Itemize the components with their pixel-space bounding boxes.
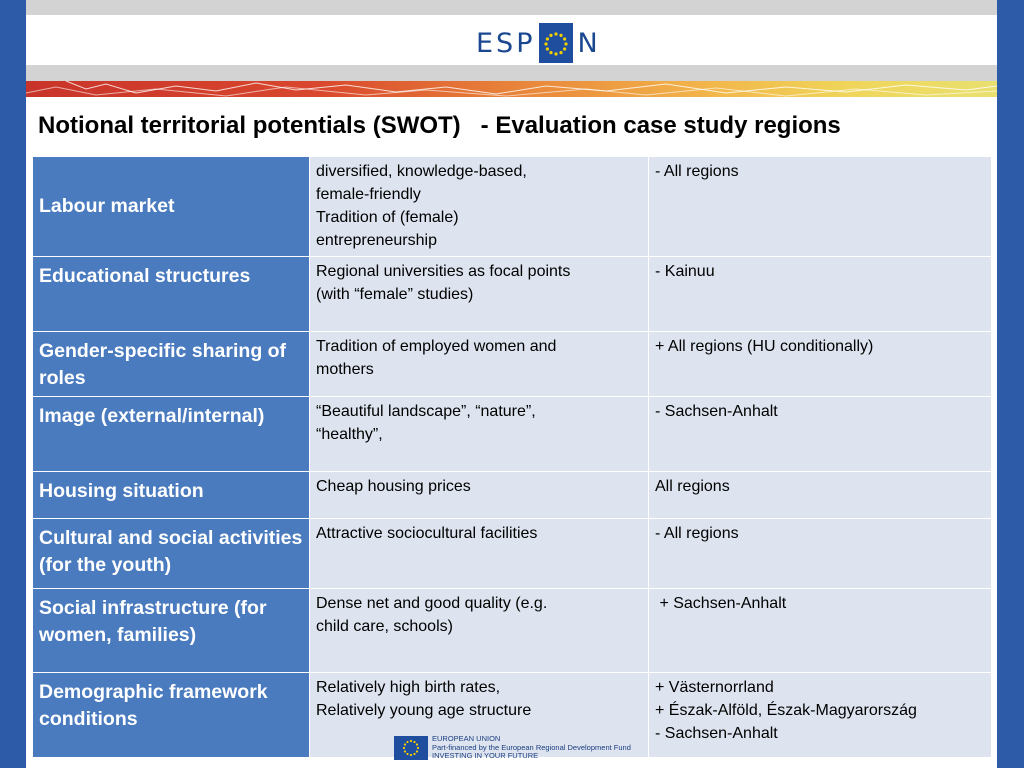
right-side-bar	[997, 0, 1024, 768]
category-cell: Gender-specific sharing of roles	[33, 332, 310, 397]
left-side-bar	[0, 0, 26, 768]
category-cell: Labour market	[33, 157, 310, 257]
potential-line: “Beautiful landscape”, “nature”,	[316, 403, 536, 420]
category-cell: Cultural and social activities (for the youth)	[33, 519, 310, 589]
potential-line: Cheap housing prices	[316, 478, 471, 495]
potential-line: Tradition of employed women and	[316, 338, 557, 355]
potential-cell	[310, 472, 649, 519]
regions-cell	[649, 589, 992, 673]
potential-line: child care, schools)	[316, 618, 453, 635]
table-row	[33, 472, 992, 519]
eu-line-2: Part-financed by the European Regional Development Fund	[432, 742, 631, 752]
page-title: Notional territorial potentials (SWOT) - Evaluation case study regions	[38, 112, 841, 139]
region-line: - Sachsen-Anhalt	[655, 725, 778, 742]
table-row	[33, 397, 992, 472]
potential-line: Dense net and good quality (e.g.	[316, 595, 548, 612]
potential-line: mothers	[316, 361, 374, 378]
table-row	[33, 589, 992, 673]
regions-cell	[649, 673, 992, 758]
eu-line-3: INVESTING IN YOUR FUTURE	[432, 751, 539, 761]
eu-line-1: EUROPEAN UNION	[432, 734, 501, 744]
table-row	[33, 257, 992, 332]
logo-bar	[26, 15, 997, 65]
region-line: - All regions	[655, 525, 739, 542]
eu-footer	[394, 735, 631, 761]
potential-cell	[310, 257, 649, 332]
category-cell: Social infrastructure (for women, families)	[33, 589, 310, 673]
regions-cell	[649, 332, 992, 397]
regions-cell	[649, 157, 992, 257]
potential-line: Relatively young age structure	[316, 702, 532, 719]
logo-text-right: N	[577, 27, 601, 59]
table-row	[33, 157, 992, 257]
regions-cell	[649, 472, 992, 519]
logo-text-left: ESP	[476, 27, 536, 59]
eu-stars-icon	[539, 23, 573, 63]
region-line: - All regions	[655, 163, 739, 180]
region-line: + Västernorrland	[655, 679, 774, 696]
potential-line: Regional universities as focal points	[316, 263, 571, 280]
region-line: - Sachsen-Anhalt	[655, 403, 778, 420]
potential-line: Tradition of (female)	[316, 209, 459, 226]
potential-cell	[310, 157, 649, 257]
regions-cell	[649, 397, 992, 472]
region-line: + Sachsen-Anhalt	[655, 595, 787, 612]
table-row	[33, 332, 992, 397]
potential-line: diversified, knowledge-based,	[316, 163, 527, 180]
region-line: All regions	[655, 478, 730, 495]
potential-line: female-friendly	[316, 186, 421, 203]
eu-funding-text	[432, 735, 631, 761]
category-cell: Image (external/internal)	[33, 397, 310, 472]
potential-line: Relatively high birth rates,	[316, 679, 501, 696]
regions-cell	[649, 519, 992, 589]
regions-cell	[649, 257, 992, 332]
potential-cell	[310, 332, 649, 397]
potential-cell	[310, 519, 649, 589]
potential-line: “healthy”,	[316, 426, 383, 443]
map-decoration-band	[26, 81, 997, 97]
table-row	[33, 519, 992, 589]
category-cell: Housing situation	[33, 472, 310, 519]
potential-line: Attractive sociocultural facilities	[316, 525, 538, 542]
region-line: - Kainuu	[655, 263, 715, 280]
potential-line: entrepreneurship	[316, 232, 437, 249]
potential-line: (with “female” studies)	[316, 286, 474, 303]
potential-cell	[310, 589, 649, 673]
category-cell: Demographic framework conditions	[33, 673, 310, 758]
grey-band	[26, 65, 997, 81]
category-cell: Educational structures	[33, 257, 310, 332]
region-line: + Észak-Alföld, Észak-Magyarország	[655, 702, 917, 719]
potential-cell	[310, 397, 649, 472]
top-grey-band	[26, 0, 997, 15]
espon-logo	[476, 23, 601, 63]
region-line: + All regions (HU conditionally)	[655, 338, 874, 355]
eu-flag-icon	[394, 736, 428, 760]
